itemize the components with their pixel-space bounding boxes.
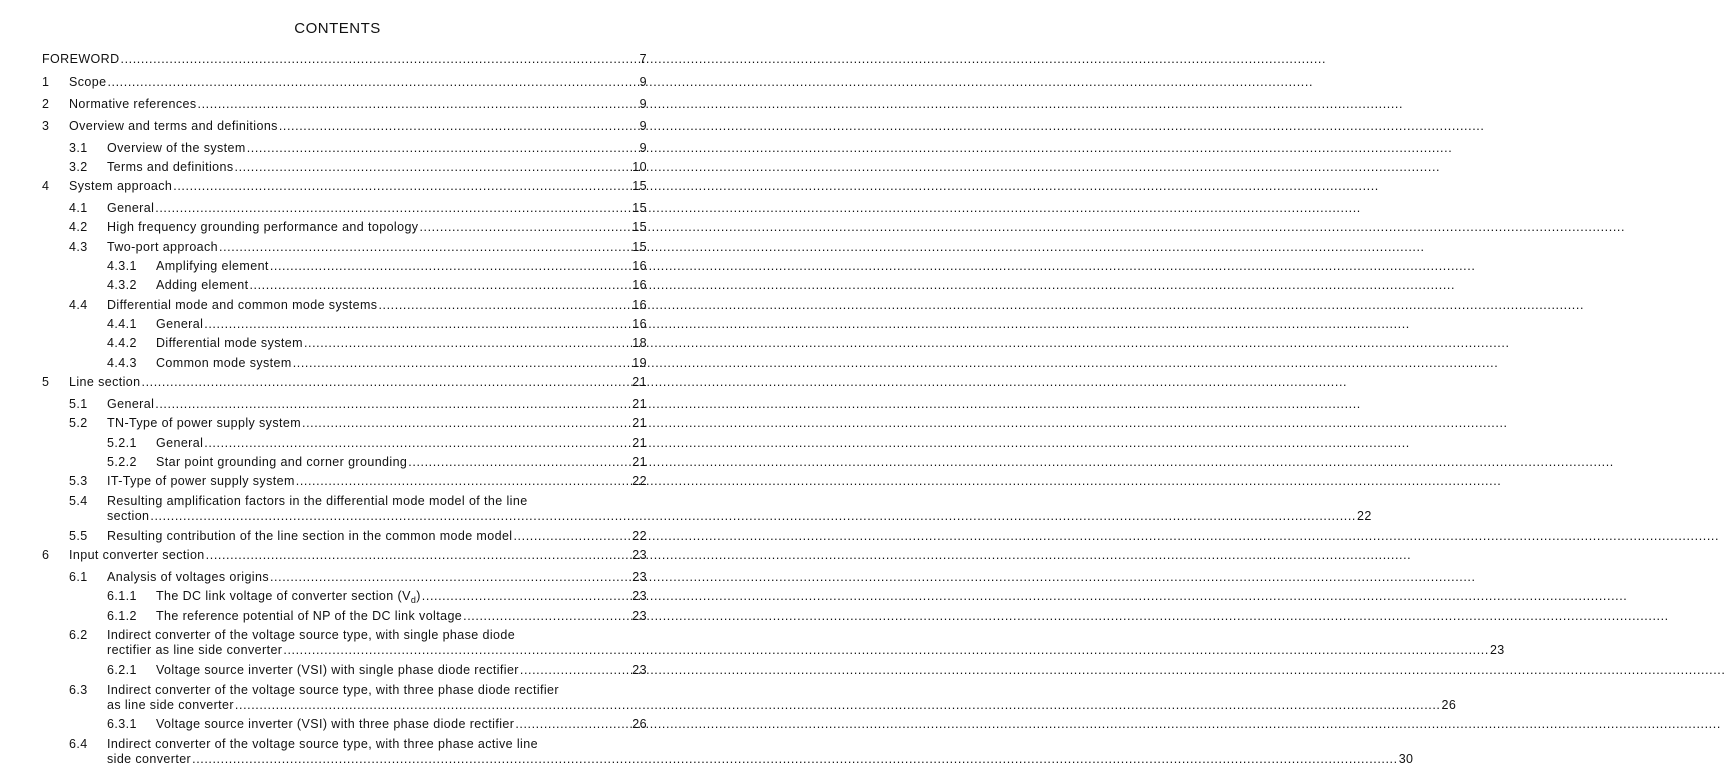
toc-entry-text: General [107,397,155,411]
toc-entry-number: 3.1 [69,141,88,155]
toc-entry-text: Adding element [156,278,249,292]
toc-entry-page: 21 [632,375,647,389]
toc-entry-page: 21 [632,397,647,411]
toc-entry-number: 6.2.1 [107,663,137,677]
toc-entry-page: 7 [639,52,647,66]
toc-entry-number: 5.5 [69,529,88,543]
toc-entry-page: 21 [632,455,647,469]
toc-entry-5-5[interactable] [69,529,647,544]
toc-entry-text: The reference potential of NP of the DC link voltage [156,609,463,623]
toc-entry-number: 5.1 [69,397,88,411]
toc-entry-page: 9 [639,119,647,133]
toc-entry-text: Differential mode system [156,336,303,350]
toc-entry-text: General [156,317,204,331]
toc-entry-text: High frequency grounding performance and topology [107,220,419,234]
toc-entry-2[interactable] [42,97,647,112]
toc-entry-5-1[interactable] [69,397,647,412]
toc-entry-page: 18 [632,336,647,350]
toc-entry-4-3-1[interactable] [107,259,647,274]
toc-entry-page: 15 [632,220,647,234]
toc-entry-page: 22 [632,474,647,488]
toc-entry-page: 19 [632,356,647,370]
toc-entry-text: Scope [69,75,107,89]
toc-entry-6-1[interactable] [69,570,647,585]
toc-entry-page: 23 [632,663,647,677]
toc-entry-page: 21 [632,416,647,430]
toc-entry-number: 4.4.1 [107,317,137,331]
toc-entry-page: 23 [1489,643,1505,657]
toc-entry-number: 1 [42,75,50,89]
toc-entry-foreword[interactable] [42,52,647,67]
toc-entry-5-2[interactable] [69,416,647,431]
toc-entry-number: 4.3 [69,240,88,254]
toc-entry-number: 6.3.1 [107,717,137,731]
toc-entry-text: Two-port approach [107,240,219,254]
toc-entry-text: General [107,201,155,215]
toc-entry-page: 15 [632,201,647,215]
toc-entry-6-3[interactable] [69,683,1457,713]
toc-entry-4-4-2[interactable] [107,336,647,351]
toc-entry-text: Overview and terms and definitions [69,119,278,133]
toc-entry-number: 2 [42,97,50,111]
toc-entry-page: 15 [632,179,647,193]
toc-entry-1[interactable] [42,75,647,90]
toc-entry-number: 6.3 [69,683,88,697]
toc-entry-5-4[interactable] [69,494,1372,524]
toc-entry-3-1[interactable] [69,141,647,156]
toc-entry-page: 23 [632,609,647,623]
toc-entry-page: 26 [1441,698,1457,712]
toc-entry-text-line2: rectifier as line side converter [107,643,283,657]
toc-entry-number: 6.2 [69,628,88,642]
toc-entry-4-4[interactable] [69,298,647,313]
toc-entry-6-1-2[interactable] [107,609,647,624]
toc-entry-number: 4.4.2 [107,336,137,350]
toc-entry-text: Differential mode and common mode systems [107,298,378,312]
toc-entry-6-3-1[interactable] [107,717,647,732]
toc-entry-number: 6 [42,548,50,562]
toc-entry-number: 3 [42,119,50,133]
toc-entry-text-line1: Indirect converter of the voltage source type, with three phase active line [107,737,538,751]
toc-entry-text: Common mode system [156,356,292,370]
toc-entry-4-4-3[interactable] [107,356,647,371]
toc-entry-4-3-2[interactable] [107,278,647,293]
toc-entry-text: Analysis of voltages origins [107,570,269,584]
toc-entry-text: The DC link voltage of converter section $(V_d)$ [156,589,421,605]
toc-entry-4[interactable] [42,179,647,194]
toc-entry-text: Voltage source inverter (VSI) with single phase diode rectifier [156,663,519,677]
toc-entry-text-line1: Resulting amplification factors in the differential mode model of the line [107,494,528,508]
toc-entry-page: 30 [1398,752,1414,766]
toc-entry-number: 5.4 [69,494,88,508]
toc-entry-number: 5.2.2 [107,455,137,469]
toc-entry-text: System approach [69,179,173,193]
toc-entry-number: 4.1 [69,201,88,215]
toc-entry-number: 5 [42,375,50,389]
toc-entry-page: 9 [639,141,647,155]
toc-entry-text: Amplifying element [156,259,269,273]
toc-entry-text-line2: side converter [107,752,192,766]
toc-entry-text: TN-Type of power supply system [107,416,302,430]
toc-entry-number: 4.2 [69,220,88,234]
toc-entry-4-1[interactable] [69,201,647,216]
toc-entry-number: 4.4 [69,298,88,312]
toc-entry-text-line1: Indirect converter of the voltage source type, with single phase diode [107,628,516,642]
toc-entry-text: Overview of the system [107,141,246,155]
toc-entry-text: IT-Type of power supply system [107,474,295,488]
toc-entry-page: 16 [632,278,647,292]
toc-entry-number: 4.4.3 [107,356,137,370]
toc-entry-6-2[interactable] [69,628,1505,658]
toc-entry-number: 6.1 [69,570,88,584]
toc-entry-page: 10 [632,160,647,174]
toc-entry-number: 4 [42,179,50,193]
toc-entry-text: General [156,436,204,450]
toc-entry-page: 22 [1356,509,1372,523]
toc-entry-text: Star point grounding and corner grounding [156,455,408,469]
contents-title: CONTENTS [294,20,381,37]
toc-entry-5-2-2[interactable] [107,455,647,470]
toc-entry-number: 6.1.2 [107,609,137,623]
toc-entry-text: Line section [69,375,141,389]
toc-entry-6-1-1[interactable] [107,589,647,604]
toc-entry-4-4-1[interactable] [107,317,647,332]
toc-entry-number: 4.3.2 [107,278,137,292]
toc-entry-page: 22 [632,529,647,543]
toc-entry-page: 15 [632,240,647,254]
toc-entry-page: 21 [632,436,647,450]
toc-entry-number: 4.3.1 [107,259,137,273]
toc-entry-page: 16 [632,317,647,331]
toc-entry-4-2[interactable] [69,220,647,235]
toc-entry-page: 23 [632,589,647,603]
toc-entry-page: 26 [632,717,647,731]
toc-entry-page: 9 [639,97,647,111]
toc-entry-6-2-1[interactable] [107,663,647,678]
toc-entry-page: 16 [632,298,647,312]
subscript-d: d [410,595,417,605]
toc-entry-6[interactable] [42,548,647,563]
toc-entry-number: 6.4 [69,737,88,751]
toc-entry-page: 9 [639,75,647,89]
toc-entry-number: 5.2 [69,416,88,430]
toc-entry-text-line2: as line side converter [107,698,234,712]
toc-entry-number: 5.3 [69,474,88,488]
toc-entry-page: 23 [632,548,647,562]
toc-entry-text: Voltage source inverter (VSI) with three phase diode rectifier [156,717,515,731]
toc-entry-5[interactable] [42,375,647,390]
toc-entry-text: Resulting contribution of the line section in the common mode model [107,529,513,543]
toc-entry-5-3[interactable] [69,474,647,489]
toc-entry-text-line1: Indirect converter of the voltage source type, with three phase diode rectifier [107,683,559,697]
toc-entry-number: 6.1.1 [107,589,137,603]
toc-entry-text-line2: section [107,509,150,523]
toc-entry-5-2-1[interactable] [107,436,647,451]
toc-entry-text: Input converter section [69,548,205,562]
toc-entry-text: FOREWORD [42,52,120,66]
toc-entry-6-4[interactable] [69,737,1414,767]
toc-entry-number: 5.2.1 [107,436,137,450]
toc-entry-page: 23 [632,570,647,584]
toc-entry-text: Normative references [69,97,197,111]
toc-entry-4-3[interactable] [69,240,647,255]
toc-entry-3[interactable] [42,119,647,134]
toc-entry-3-2[interactable] [69,160,647,175]
toc-entry-page: 16 [632,259,647,273]
toc-entry-number: 3.2 [69,160,88,174]
toc-entry-text: Terms and definitions [107,160,234,174]
